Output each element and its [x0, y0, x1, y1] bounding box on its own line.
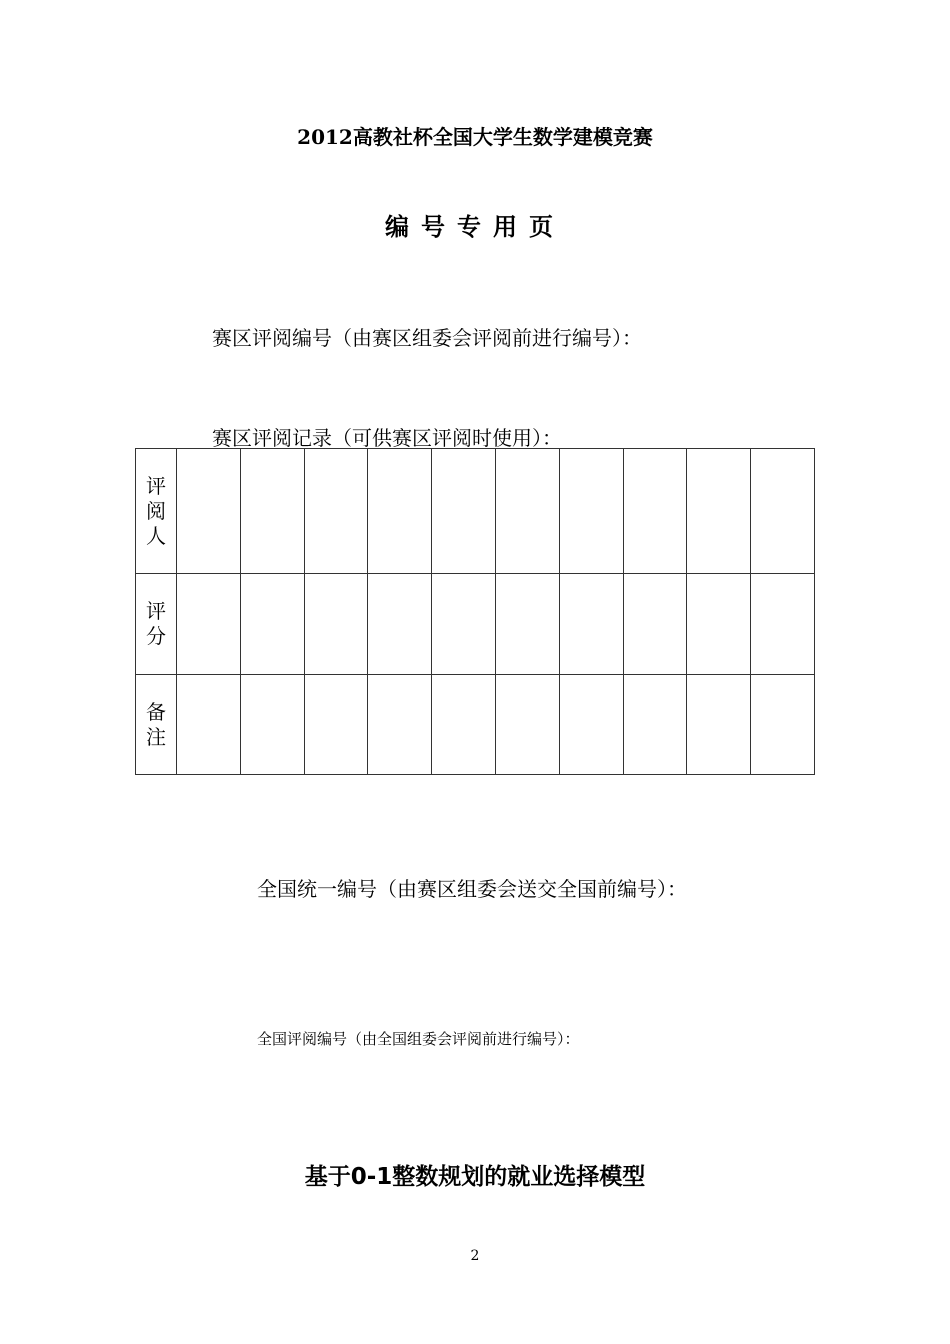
table-cell[interactable] [368, 449, 432, 574]
table-cell[interactable] [495, 449, 559, 574]
table-cell[interactable] [623, 449, 687, 574]
table-cell[interactable] [559, 574, 623, 675]
region-review-number-label: 赛区评阅编号（由赛区组委会评阅前进行编号）： [212, 326, 642, 350]
row-label-remarks: 备 注 [136, 675, 177, 775]
table-cell[interactable] [687, 449, 751, 574]
table-cell[interactable] [304, 449, 368, 574]
table-cell[interactable] [623, 675, 687, 775]
page-number: 2 [470, 1248, 480, 1264]
table-cell[interactable] [687, 675, 751, 775]
table-row-score [136, 574, 815, 675]
page-heading: 编号专用页 [385, 212, 565, 241]
table-cell[interactable] [751, 449, 815, 574]
table-cell[interactable] [559, 449, 623, 574]
table-cell[interactable] [177, 574, 241, 675]
table-cell[interactable] [687, 574, 751, 675]
table-cell[interactable] [368, 574, 432, 675]
table-cell[interactable] [177, 675, 241, 775]
table-cell[interactable] [559, 675, 623, 775]
national-unified-number-label: 全国统一编号（由赛区组委会送交全国前编号）： [257, 877, 687, 901]
table-cell[interactable] [240, 574, 304, 675]
table-cell[interactable] [432, 574, 496, 675]
table-row-reviewer [136, 449, 815, 574]
table-cell[interactable] [368, 675, 432, 775]
table-cell[interactable] [623, 574, 687, 675]
national-review-number-label: 全国评阅编号（由全国组委会评阅前进行编号）： [257, 1030, 580, 1048]
table-cell[interactable] [304, 675, 368, 775]
contest-title: 2012高教社杯全国大学生数学建模竞赛 [297, 125, 653, 149]
table-cell[interactable] [751, 574, 815, 675]
table-cell[interactable] [240, 449, 304, 574]
table-cell[interactable] [751, 675, 815, 775]
row-label-reviewer: 评 阅 人 [136, 449, 177, 574]
table-cell[interactable] [177, 449, 241, 574]
table-cell[interactable] [240, 675, 304, 775]
region-review-record-label: 赛区评阅记录（可供赛区评阅时使用）： [212, 426, 562, 450]
table-cell[interactable] [432, 449, 496, 574]
table-cell[interactable] [304, 574, 368, 675]
row-label-score: 评 分 [136, 574, 177, 675]
table-cell[interactable] [495, 675, 559, 775]
review-record-table [135, 448, 815, 775]
paper-title: 基于0-1整数规划的就业选择模型 [304, 1164, 646, 1190]
table-row-remarks [136, 675, 815, 775]
table-cell[interactable] [432, 675, 496, 775]
table-cell[interactable] [495, 574, 559, 675]
